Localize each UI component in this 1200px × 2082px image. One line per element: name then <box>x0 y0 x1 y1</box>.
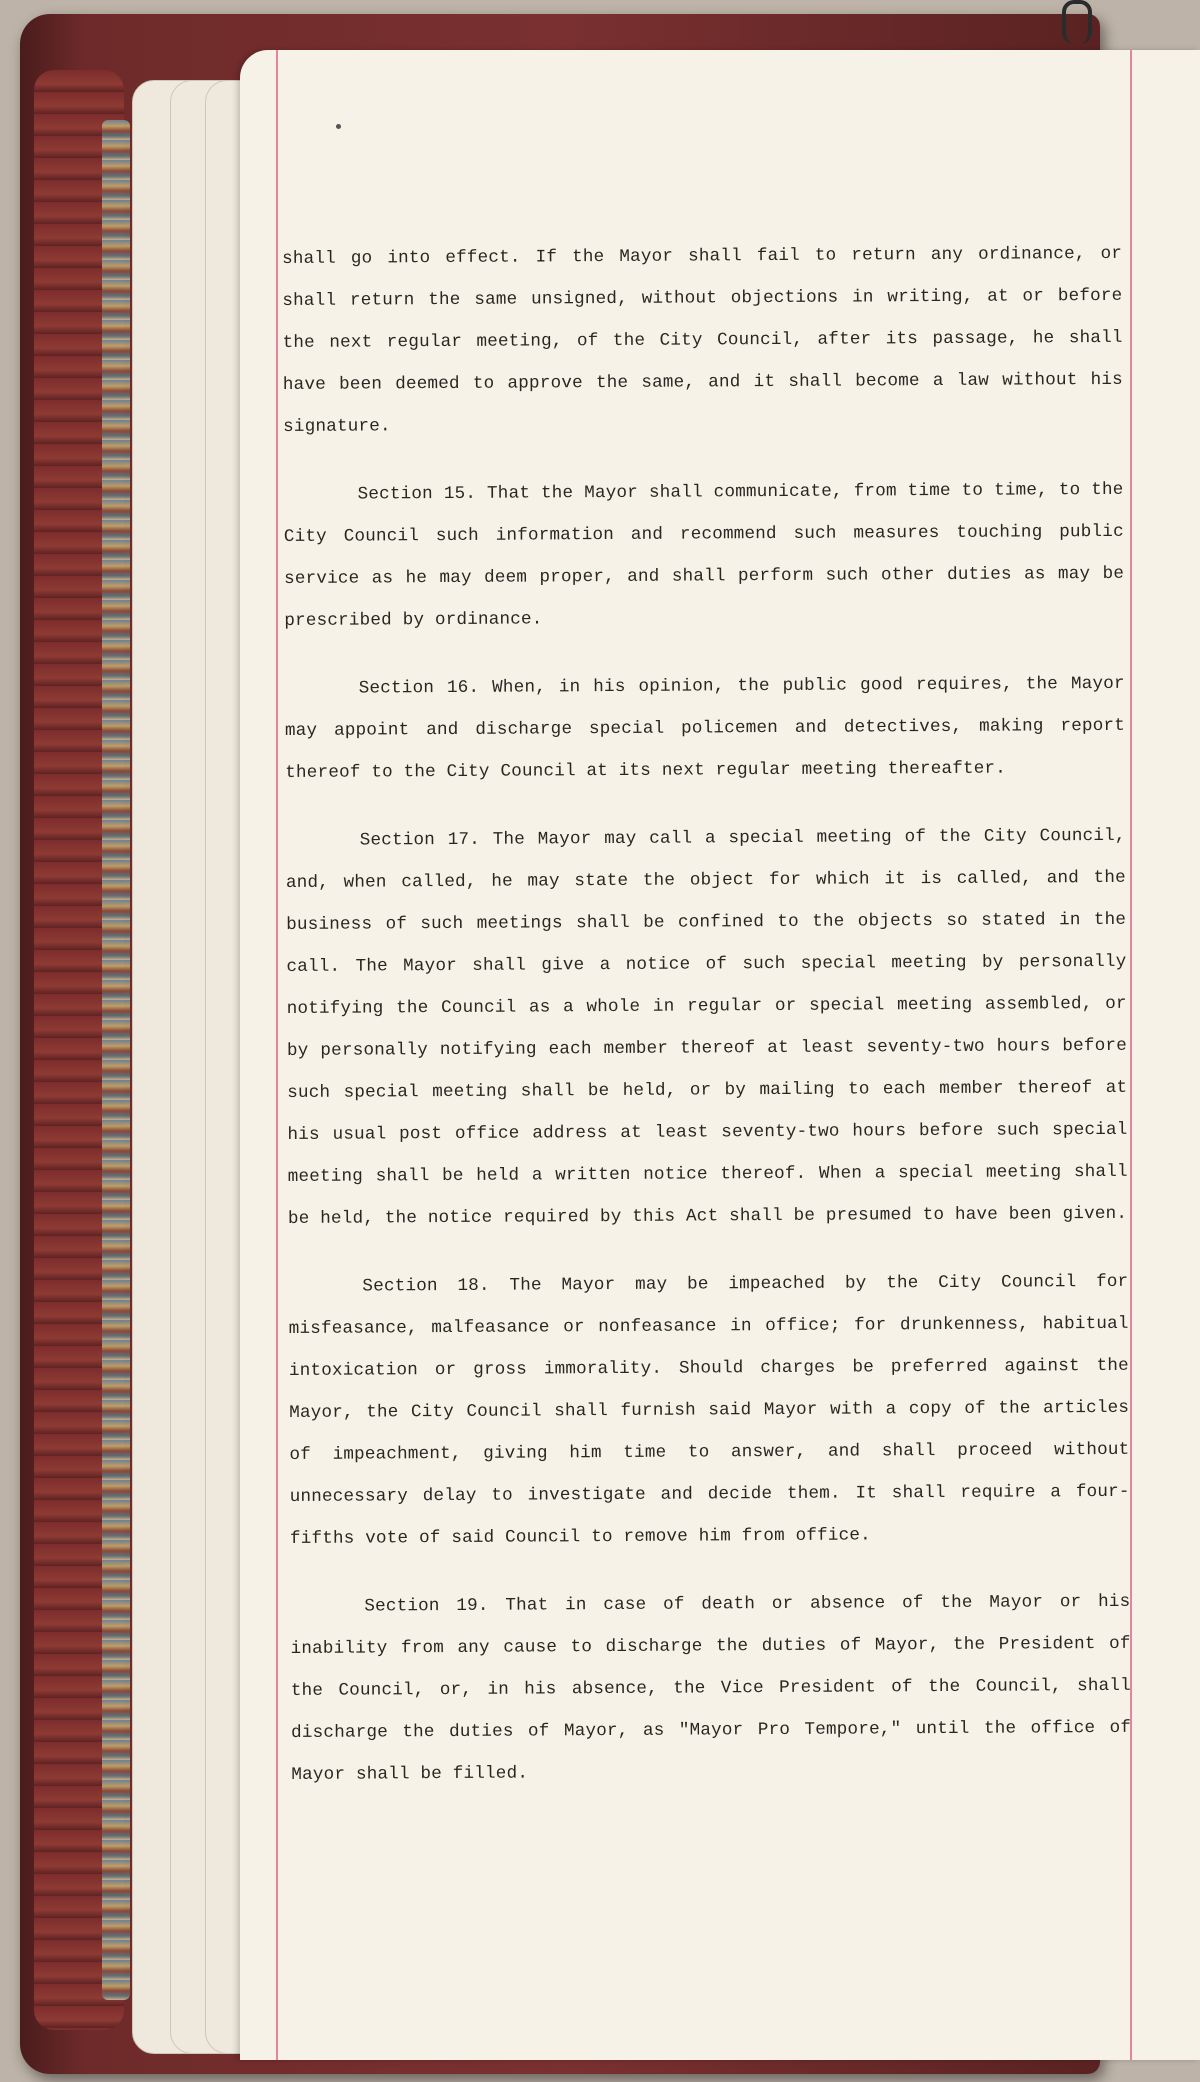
paragraph-section-17: Section 17. The Mayor may call a special meeting of the City Council, and, when called, he may state the object for which it is called, and the business of such meetings shall be confined to the objects so stated in the call. The Mayor shall give a notice of such special meeting by personally notifying the Council as a whole in regular or special meeting assembled, or by personally notifying each member thereof at least seventy-two hours before such special meeting shall be held, or by mailing to each member thereof at his usual post office address at least seventy-two hours before such special meeting shall be held a written notice thereof. When a special meeting shall be held, the notice required by this Act shall be presumed to have been given. <box>285 825 1128 1229</box>
binder-ring <box>1062 0 1092 44</box>
paragraph-continuation: shall go into effect. If the Mayor shall fail to return any ordinance, or shall return the same unsigned, without objections in writing, at or before the next regular meeting, of the City Council, after its passage, he shall have been deemed to approve the same, and it shall become a law without his signature. <box>282 243 1123 437</box>
paragraph-section-19: Section 19. That in case of death or absence of the Mayor or his inability from any cause to discharge the duties of Mayor, the President of the Council, or, in his absence, the Vice President of the Council, shall discharge the duties of Mayor, as "Mayor Pro Tempore," until the office of Mayor shall be filled. <box>290 1591 1132 1785</box>
left-margin-line <box>276 50 278 2060</box>
paragraph-section-16: Section 16. When, in his opinion, the public good requires, the Mayor may appoint and discharge special policemen and detectives, making report thereof to the City Council at its next regular meeting thereafter. <box>284 673 1126 783</box>
paragraph-section-15: Section 15. That the Mayor shall communicate, from time to time, to the City Council such information and recommend such measures touching public service as he may deem proper, and shall perform such other duties as may be prescribed by ordinance. <box>283 479 1125 631</box>
typed-text-body <box>282 233 1132 1822</box>
marbled-page-edges <box>102 120 130 2000</box>
paragraph-section-18: Section 18. The Mayor may be impeached by the City Council for misfeasance, malfeasance or nonfeasance in office; for drunkenness, habitual intoxication or gross immorality. Should charges be preferred against the Mayor, the City Council shall furnish said Mayor with a copy of the articles of impeachment, giving him time to answer, and shall proceed without unnecessary delay to investigate and decide them. It shall require a four-fifths vote of said Council to remove him from office. <box>288 1271 1130 1549</box>
page-mark <box>336 124 341 129</box>
